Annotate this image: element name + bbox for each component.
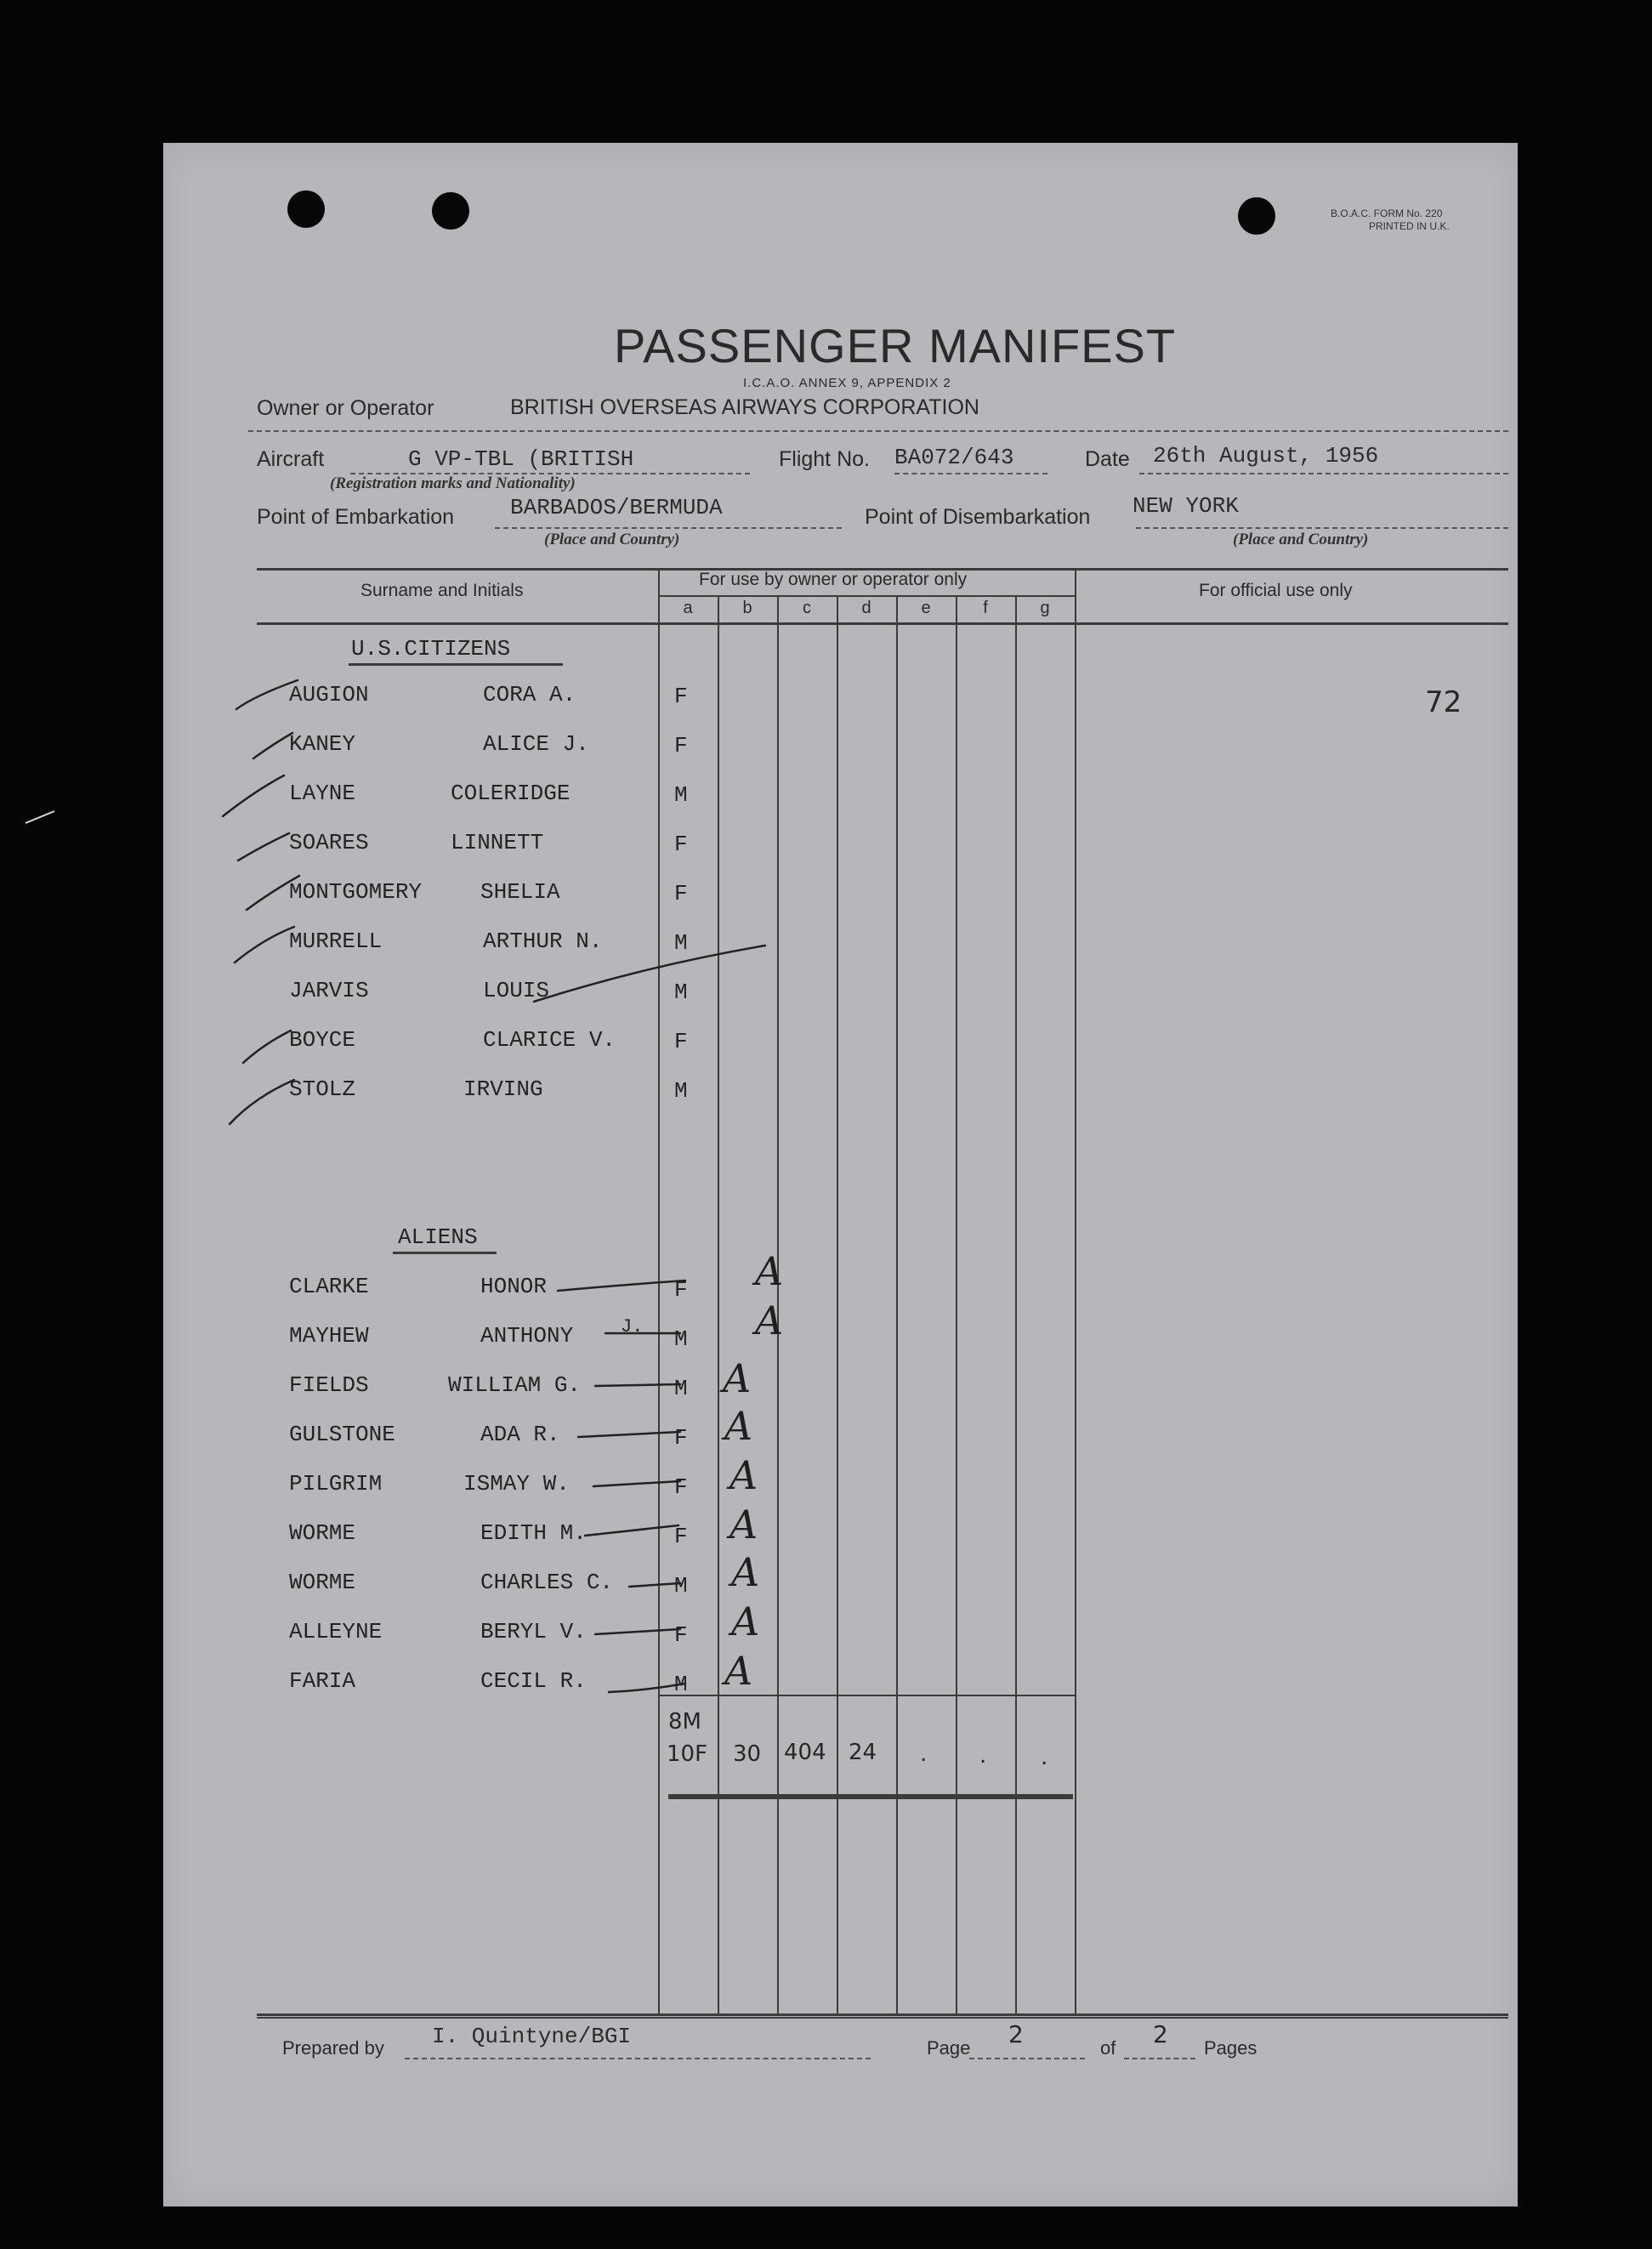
total-b: 30 xyxy=(733,1741,762,1767)
strike-line xyxy=(609,1684,685,1692)
total-d: 24 xyxy=(849,1740,877,1765)
page-underline xyxy=(969,2058,1085,2059)
tick-mark xyxy=(223,775,284,816)
page-title: PASSENGER MANIFEST xyxy=(614,319,1177,372)
alien-mark: A xyxy=(729,1502,758,1548)
table-row-sex: M xyxy=(674,782,688,808)
total-e: . xyxy=(920,1741,928,1767)
aircraft-label: Aircraft xyxy=(257,447,325,471)
table-row-given: SHELIA xyxy=(480,879,560,905)
strike-line xyxy=(585,1525,678,1536)
aircraft-value: G VP-TBL (BRITISH xyxy=(408,446,634,472)
tick-mark xyxy=(253,733,292,758)
page-subtitle: I.C.A.O. ANNEX 9, APPENDIX 2 xyxy=(743,376,951,390)
owner-label: Owner or Operator xyxy=(257,396,434,420)
table-row-sex: F xyxy=(674,1029,688,1054)
table-row-surname: FARIA xyxy=(289,1668,356,1694)
alien-mark: A xyxy=(724,1403,753,1449)
table-row-surname: AUGION xyxy=(289,682,369,707)
tick-mark xyxy=(247,876,299,910)
table-row-sex: F xyxy=(674,1425,688,1451)
table-row-surname: FIELDS xyxy=(289,1372,369,1398)
table-row-surname: ALLEYNE xyxy=(289,1619,383,1644)
col-header-f: f xyxy=(983,599,988,617)
table-row-given: WILLIAM G. xyxy=(448,1372,582,1398)
table-row-sex: M xyxy=(674,1376,688,1401)
alien-mark: A xyxy=(731,1599,760,1644)
strike-line xyxy=(595,1629,680,1634)
owner-value: BRITISH OVERSEAS AIRWAYS CORPORATION xyxy=(510,395,979,419)
table-row-given: ADA R. xyxy=(480,1422,560,1447)
strike-line xyxy=(595,1384,680,1386)
table-row-given: CORA A. xyxy=(483,682,576,707)
table-row-sex: F xyxy=(674,1622,688,1648)
table-row-surname: LAYNE xyxy=(289,781,356,806)
prepared-underline xyxy=(405,2058,871,2059)
table-row-given: CECIL R. xyxy=(480,1668,587,1694)
total-c: 404 xyxy=(784,1740,826,1765)
table-row-given: COLERIDGE xyxy=(451,781,571,806)
table-row-sex: M xyxy=(674,1078,688,1104)
table-row-surname: MURRELL xyxy=(289,929,383,954)
table-row-surname: CLARKE xyxy=(289,1274,369,1299)
date-label: Date xyxy=(1085,447,1130,471)
margin-mark xyxy=(26,811,54,823)
strike-line xyxy=(629,1583,680,1587)
page-value: 2 xyxy=(1008,2020,1024,2048)
table-row-surname: MONTGOMERY xyxy=(289,879,423,905)
prepared-label: Prepared by xyxy=(282,2037,384,2059)
tick-mark xyxy=(238,833,289,860)
us-citizens-heading: U.S.CITIZENS xyxy=(351,636,511,662)
strike-line xyxy=(578,1432,680,1437)
table-row-surname: SOARES xyxy=(289,830,369,855)
table-row-sex: M xyxy=(674,1672,688,1697)
table-row-sex: F xyxy=(674,1524,688,1549)
operator-header: For use by owner or operator only xyxy=(699,570,968,589)
official-header: For official use only xyxy=(1199,581,1353,600)
table-row-surname: WORME xyxy=(289,1520,356,1546)
col-header-b: b xyxy=(742,599,752,617)
footer-top-rule xyxy=(257,2017,1508,2019)
table-row-surname: MAYHEW xyxy=(289,1323,369,1349)
table-row-given: LINNETT xyxy=(451,830,544,855)
tick-mark xyxy=(230,1080,294,1124)
table-row-surname: BOYCE xyxy=(289,1027,356,1053)
official-number: 72 xyxy=(1425,685,1462,719)
tick-mark xyxy=(236,680,298,709)
table-row-sex: F xyxy=(674,881,688,906)
aliens-heading: ALIENS xyxy=(398,1224,478,1250)
flight-label: Flight No. xyxy=(779,447,870,471)
alien-mark: A xyxy=(755,1298,784,1343)
table-row-surname: STOLZ xyxy=(289,1076,356,1102)
table-row-given: IRVING xyxy=(463,1076,543,1102)
alien-mark: A xyxy=(755,1248,784,1294)
total-f: . xyxy=(979,1743,987,1769)
table-row-sex: M xyxy=(674,930,688,956)
table-row-sex: M xyxy=(674,1573,688,1599)
disembarkation-value: NEW YORK xyxy=(1133,493,1239,519)
table-row-given: ARTHUR N. xyxy=(483,929,603,954)
tick-mark xyxy=(243,1031,291,1063)
aircraft-note: (Registration marks and Nationality) xyxy=(330,474,576,492)
embarkation-value: BARBADOS/BERMUDA xyxy=(510,495,723,520)
table-row-given-extra: J. xyxy=(621,1316,644,1337)
date-value: 26th August, 1956 xyxy=(1153,443,1379,469)
table-row-surname: KANEY xyxy=(289,731,356,757)
col-header-c: c xyxy=(803,599,811,617)
prepared-value: I. Quintyne/BGI xyxy=(432,2024,632,2049)
col-header-a: a xyxy=(683,599,693,617)
table-row-given: BERYL V. xyxy=(480,1619,587,1644)
total-a-females: 10F xyxy=(667,1741,708,1767)
table-row-given: HONOR xyxy=(480,1274,548,1299)
strike-line xyxy=(593,1481,680,1486)
of-value: 2 xyxy=(1153,2020,1168,2048)
table-row-given: CLARICE V. xyxy=(483,1027,616,1053)
alien-mark: A xyxy=(723,1355,752,1401)
of-label: of xyxy=(1100,2037,1116,2059)
table-row-sex: F xyxy=(674,832,688,857)
strike-line xyxy=(534,946,765,1002)
table-row-sex: M xyxy=(674,980,688,1005)
table-row-surname: PILGRIM xyxy=(289,1471,383,1496)
table-row-surname: GULSTONE xyxy=(289,1422,395,1447)
col-header-g: g xyxy=(1040,599,1050,617)
of-underline xyxy=(1124,2058,1195,2059)
disembarkation-label: Point of Disembarkation xyxy=(865,505,1091,529)
table-row-surname: WORME xyxy=(289,1570,356,1595)
table-row-sex: F xyxy=(674,684,688,709)
table-row-given: ALICE J. xyxy=(483,731,589,757)
alien-mark: A xyxy=(729,1452,758,1498)
page-label: Page xyxy=(927,2037,971,2059)
alien-mark: A xyxy=(724,1648,753,1694)
alien-mark: A xyxy=(731,1549,760,1595)
col-header-e: e xyxy=(921,599,931,617)
table-row-given: ANTHONY xyxy=(480,1323,574,1349)
table-row-sex: M xyxy=(674,1326,688,1352)
printed-note: PRINTED IN U.K. xyxy=(1369,220,1450,232)
table-row-given: ISMAY W. xyxy=(463,1471,570,1496)
table-row-sex: F xyxy=(674,1474,688,1500)
table-row-given: EDITH M. xyxy=(480,1520,587,1546)
total-g: . xyxy=(1041,1745,1048,1770)
surname-header: Surname and Initials xyxy=(360,581,524,600)
form-number: B.O.A.C. FORM No. 220 xyxy=(1331,207,1443,219)
table-row-given: CHARLES C. xyxy=(480,1570,614,1595)
table-row-sex: F xyxy=(674,1277,688,1303)
embarkation-note: (Place and Country) xyxy=(544,531,680,548)
table-row-given: LOUIS xyxy=(483,978,550,1003)
embarkation-label: Point of Embarkation xyxy=(257,505,455,529)
disembarkation-note: (Place and Country) xyxy=(1233,531,1369,548)
table-row-sex: F xyxy=(674,733,688,758)
strike-line xyxy=(558,1281,685,1291)
pages-label: Pages xyxy=(1204,2037,1257,2059)
table-row-surname: JARVIS xyxy=(289,978,369,1003)
total-a-males: 8M xyxy=(668,1709,701,1735)
tick-mark xyxy=(235,927,294,963)
col-header-d: d xyxy=(861,599,871,617)
flight-value: BA072/643 xyxy=(894,445,1014,470)
